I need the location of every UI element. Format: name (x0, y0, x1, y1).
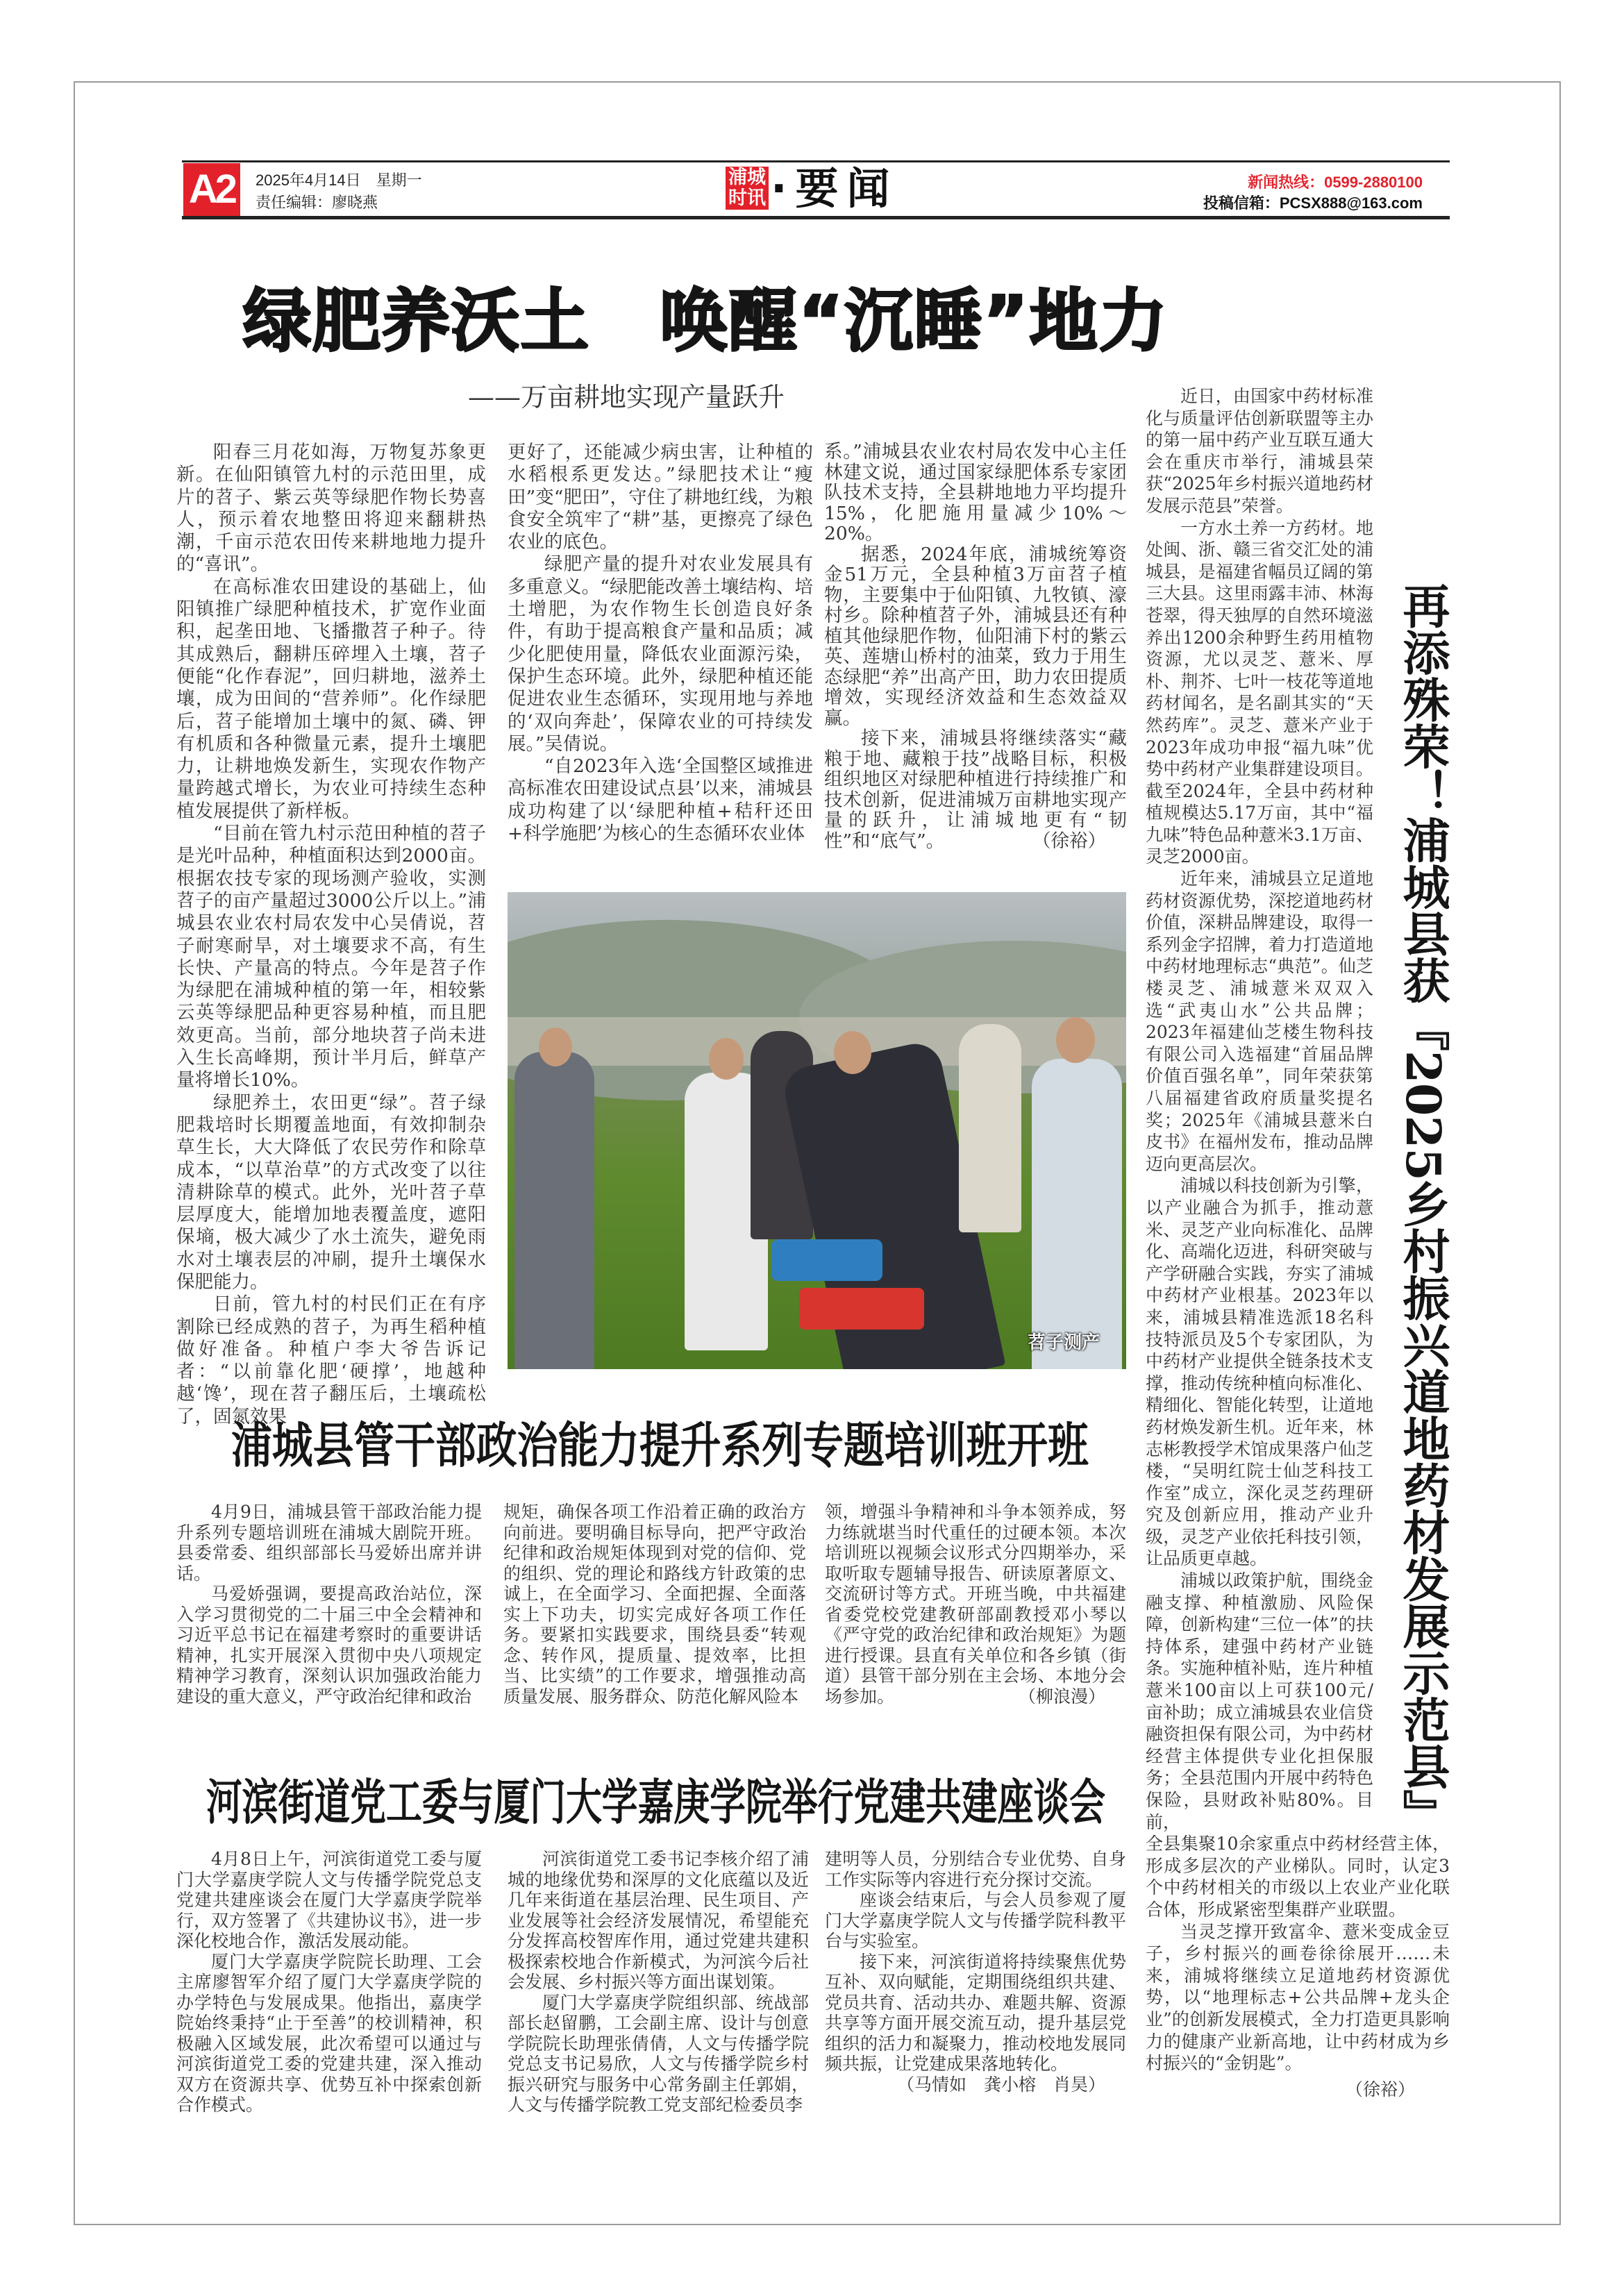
paragraph: 马爱娇强调，要提高政治站位，深入学习贯彻党的二十届三中全会精神和习近平总书记在福建考察时的重要讲话精神，扎实开展深入贯彻中央八项规定精神学习教育，深刻认识加强政治能力建设的重大意义，严守政治纪律和政治 (176, 1584, 482, 1707)
article1-column-3 (824, 442, 1127, 851)
paper-logo: 浦城时讯 (726, 167, 769, 210)
paragraph: 座谈会结束后，与会人员参观了厦门大学嘉庚学院人文与传播学院科教平台与实验室。 (825, 1890, 1126, 1951)
article3-column-1 (176, 1849, 482, 2115)
photo-person (1032, 1059, 1122, 1369)
paragraph: 日前，管九村的村民们正在有序割除已经成熟的苕子，为再生稻种植做好准备。种植户李大爷告诉记者：“以前靠化肥‘硬撑’，地越种越‘馋’，现在苕子翻压后，土壤疏松了，固氮效果 (176, 1293, 486, 1427)
article1-column-1 (176, 442, 486, 1428)
photo-scale (771, 1239, 882, 1281)
news-hotline: 新闻热线：0599-2880100 (1248, 174, 1423, 191)
paragraph: 全县集聚10余家重点中药材经营主体，形成多层次的产业梯队。同时，认定3个中药材相关的市级以上农业产业化联合体，形成紧密型集群产业联盟。 (1146, 1834, 1450, 1920)
article3-column-3 (825, 1849, 1126, 2095)
paragraph: 厦门大学嘉庚学院院长助理、工会主席廖智军介绍了厦门大学嘉庚学院的办学特色与发展成果。他指出，嘉庚学院始终秉持“止于至善”的校训精神，积极融入区域发展，此次希望可以通过与河滨街道党工委的党建共建，深入推动双方在资源共享、优势互补中探索创新合作模式。 (176, 1951, 482, 2115)
photo-person-head (539, 1028, 572, 1066)
paragraph: 当灵芝撑开致富伞、薏米变成金豆子，乡村振兴的画卷徐徐展开……未来，浦城将继续立足道地药材资源优势，以“地理标志+公共品牌+龙头企业”的创新发展模式，全力打造更具影响力的健康产业新高地，让中药材成为乡村振兴的“金钥匙”。 (1146, 1921, 1450, 2074)
sidebar-narrow-text (1146, 385, 1373, 1833)
paragraph: 领，增强斗争精神和斗争本领养成，努力练就堪当时代重任的过硬本领。本次培训班以视频会议形式分四期举办，采取听取专题辅导报告、研读原著原文、交流研讨等方式。开班当晚，中共福建省委党校党建教研部副教授邓小琴以《严守党的政治纪律和政治规矩》为题进行授课。县直有关单位和各乡镇（街道）县管干部分别在主会场、本地分会场参加。 (825, 1502, 1126, 1707)
paragraph: 据悉，2024年底，浦城统筹资金51万元，全县种植3万亩苕子植物，主要集中于仙阳镇、九牧镇、濠村乡。除种植苕子外，浦城县还有种植其他绿肥作物，仙阳浦下村的紫云英、莲塘山桥村的油菜，致力于用生态绿肥“养”出高产田，助力农田提质增效，实现经济效益和生态效益双赢。 (824, 543, 1127, 729)
paragraph: 在高标准农田建设的基础上，仙阳镇推广绿肥种植技术，扩宽作业面积，起垄田地、飞播撒苕子种子。待其成熟后，翻耕压碎埋入土壤，苕子便能“化作春泥”，回归耕地，滋养土壤，成为田间的“营养师”。化作绿肥后，苕子能增加土壤中的氮、磷、钾有机质和各种微量元素，提升土壤肥力，让耕地焕发新生，实现农作物产量跨越式增长，为农业可持续生态种植发展提供了新样板。 (176, 576, 486, 822)
issue-date: 2025年4月14日 星期一 (256, 171, 422, 189)
paragraph: 系。”浦城县农业农村局农发中心主任林建文说，通过国家绿肥体系专家团队技术支持，全县耕地地力平均提升15%，化肥施用量减少10%～20%。 (824, 441, 1127, 544)
paragraph: 绿肥产量的提升对农业发展具有多重意义。“绿肥能改善土壤结构、培土增肥，为农作物生长创造良好条件，有助于提高粮食产量和品质；减少化肥使用量，降低农业面源污染，保护生态环境。此外，绿肥种植还能促进农业生态循环，实现用地与养地的‘双向奔赴’，保障农业的可持续发展。”吴倩说。 (508, 553, 813, 755)
byline: （徐裕） (1345, 2079, 1415, 2100)
paragraph: 近日，由国家中药材标准化与质量评估创新联盟等主办的第一届中药产业互联互通大会在重庆市举行，浦城县荣获“2025年乡村振兴道地药材发展示范县”荣誉。 (1146, 386, 1373, 516)
paragraph: 河滨街道党工委书记李核介绍了浦城的地缘优势和深厚的文化底蕴以及近几年来街道在基层治理、民生项目、产业发展等社会经济发展情况，希望能充分发挥高校智库作用，通过党建共建积极探索校地合作新模式，为河滨今后社会发展、乡村振兴等方面出谋划策。 (508, 1849, 809, 1992)
editor-credit: 责任编辑：廖晓燕 (256, 194, 378, 211)
paragraph: 阳春三月花如海，万物复苏象更新。在仙阳镇管九村的示范田里，成片的苕子、紫云英等绿肥作物长势喜人，预示着农地整田将迎来翻耕热潮，千亩示范农田传来耕地地力提升的“喜讯”。 (176, 442, 486, 576)
photo-person (959, 1024, 1021, 1232)
paragraph: 浦城以政策护航，围绕金融支撑、种植激励、风险保障，创新构建“三位一体”的扶持体系，建强中药材产业链条。实施种植补贴，连片种植薏米100亩以上可获100元/亩补助；成立浦城县农业信贷融资担保有限公司，为中药材经营主体提供专业化担保服务；全县范围内开展中药特色保险，县财政补贴80%。目前， (1146, 1570, 1373, 1832)
article1-headline: 绿肥养沃土 唤醒“沉睡”地力 (243, 282, 1169, 361)
paragraph: 近年来，浦城县立足道地药材资源优势，深挖道地药材价值，深耕品牌建设，取得一系列金字招牌，着力打造道地中药材地理标志“典范”。仙芝楼灵芝、浦城薏米双双入选“武夷山水”公共品牌；2023年福建仙芝楼生物科技有限公司入选福建“首届品牌价值百强名单”，同年荣获第八届福建省政府质量奖提名奖；2025年《浦城县薏米白皮书》在福州发布，推动品牌迈向更高层次。 (1146, 869, 1373, 1174)
paragraph: 建明等人员，分别结合专业优势、自身工作实际等内容进行充分探讨交流。 (825, 1849, 1126, 1890)
photo-basket (799, 1288, 924, 1330)
paragraph: 一方水土养一方药材。地处闽、浙、赣三省交汇处的浦城县，是福建省幅员辽阔的第三大县。这里雨露丰沛、林海苍翠，得天独厚的自然环境滋养出1200余种野生药用植物资源，尤以灵芝、薏米、厚朴、荆芥、七叶一枝花等道地药材闻名，是名副其实的“天然药库”。灵芝、薏米产业于2023年成功申报“福九味”优势中药材产业集群建设项目。截至2024年，全县中药材种植规模达5.17万亩，其中“福九味”特色品种薏米3.1万亩、灵芝2000亩。 (1146, 517, 1373, 867)
paragraph: 接下来，浦城县将继续落实“藏粮于地、藏粮于技”战略目标，积极组织地区对绿肥种植进行持续推广和技术创新，促进浦城万亩耕地实现产量的跃升，让浦城地更有“韧性”和“底气”。 (824, 728, 1127, 852)
paragraph: “目前在管九村示范田种植的苕子是光叶品种，种植面积达到2000亩。根据农技专家的现场测产验收，实测苕子的亩产量超过3000公斤以上。”浦城县农业农村局农发中心吴倩说，苕子耐寒耐旱，对土壤要求不高，有生长快、产量高的特点。今年是苕子作为绿肥在浦城种植的第一年，相较紫云英等绿肥品种更容易种植，而且肥效更高。当前，部分地块苕子尚未进入生长高峰期，预计半月后，鲜草产量将增长10%。 (176, 823, 486, 1091)
byline: （徐裕） (1032, 830, 1106, 852)
photo-person (514, 1052, 594, 1369)
field-photo (508, 892, 1126, 1369)
photo-person-head (834, 1031, 871, 1074)
paragraph: “自2023年入选‘全国整区域推进高标准农田建设试点县’以来，浦城县成功构建了以‘绿肥种植+秸秆还田+科学施肥’为核心的生态循环农业体 (508, 755, 813, 845)
sidebar-headline: 再添殊荣！浦城县获『2025乡村振兴道地药材发展示范县』 (1395, 582, 1450, 1837)
photo-person-head (1056, 1017, 1095, 1063)
article1-subtitle: ——万亩耕地实现产量跃升 (468, 382, 785, 412)
photo-village (508, 1017, 1126, 1066)
article3-column-2 (508, 1849, 809, 2115)
article1-column-2 (508, 442, 813, 845)
paragraph: 接下来，河滨街道将持续聚焦优势互补、双向赋能，定期围绕组织共建、党员共育、活动共办、难题共解、资源共享等方面开展交流互动，提升基层党组织的活力和凝聚力，推动校地发展同频共振，让党建成果落地转化。 (825, 1951, 1126, 2074)
paragraph: 规矩，确保各项工作沿着正确的政治方向前进。要明确目标导向，把严守政治纪律和政治规矩体现到对党的信仰、党的组织、党的理论和路线方针政策的忠诚上，在全面学习、全面把握、全面落实上下功夫，切实完成好各项工作任务。要紧扣实践要求，围绕县委“转观念、转作风，提质量、提效率，比担当、比实绩”的工作要求，增强推动高质量发展、服务群众、防范化解风险本 (503, 1502, 806, 1707)
article3-headline: 河滨街道党工委与厦门大学嘉庚学院举行党建共建座谈会 (206, 1773, 1105, 1831)
photo-person-head (709, 1038, 744, 1080)
article2-column-1 (176, 1502, 482, 1707)
photo-caption: 苕子测产 (1027, 1332, 1100, 1353)
paragraph: 4月9日，浦城县管干部政治能力提升系列专题培训班在浦城大剧院开班。县委常委、组织部部长马爱娇出席并讲话。 (176, 1502, 482, 1584)
paragraph: 4月8日上午，河滨街道党工委与厦门大学嘉庚学院人文与传播学院党总支党建共建座谈会在厦门大学嘉庚学院举行，双方签署了《共建协议书》，进一步深化校地合作，激活发展动能。 (176, 1849, 482, 1951)
paragraph: 厦门大学嘉庚学院组织部、统战部部长赵留鹏，工会副主席、设计与创意学院院长助理张倩倩，人文与传播学院党总支书记易欣，人文与传播学院乡村振兴研究与服务中心常务副主任郭娟，人文与传播学院教工党支部纪检委员李 (508, 1992, 809, 2115)
paragraph: 绿肥养土，农田更“绿”。苕子绿肥栽培时长期覆盖地面，有效抑制杂草生长，大大降低了农民劳作和除草成本，“以草治草”的方式改变了以往清耕除草的模式。此外，光叶苕子草层厚度大，能增加地表覆盖度，遮阳保墒，极大减少了水土流失，避免雨水对土壤表层的冲刷，提升土壤保水保肥能力。 (176, 1091, 486, 1293)
submission-email: 投稿信箱：PCSX888@163.com (1203, 194, 1423, 212)
byline: （马情如 龚小榕 肖昊） (896, 2074, 1105, 2095)
byline: （柳浪漫） (1018, 1686, 1105, 1707)
article2-headline: 浦城县管干部政治能力提升系列专题培训班开班 (231, 1416, 1089, 1474)
sidebar-wide-text (1146, 1833, 1450, 2100)
paragraph: 浦城以科技创新为引擎，以产业融合为抓手，推动薏米、灵芝产业向标准化、品牌化、高端化迈进，科研突破与产学研融合实践，夯实了浦城中药材产业根基。2023年以来，浦城县精准选派18名科技特派员及5个专家团队，为中药材产业提供全链条技术支撑，推动传统种植向标准化、精细化、智能化转型，让道地药材焕发新生机。近年来，林志彬教授学术馆成果落户仙芝楼，“吴明红院士仙芝科技工作室”成立，深化灵芝药理研究及创新应用，推动产业升级，灵芝产业依托科技引领，让品质更卓越。 (1146, 1175, 1373, 1569)
article2-column-2 (503, 1502, 806, 1707)
page-number: A2 (183, 163, 240, 216)
paragraph: 更好了，还能减少病虫害，让种植的水稻根系更发达。”绿肥技术让“瘦田”变“肥田”，守住了耕地红线，为粮食安全筑牢了“耕”基，更擦亮了绿色农业的底色。 (508, 442, 813, 553)
article2-column-3 (825, 1502, 1126, 1707)
sidebar-article (1146, 385, 1450, 2100)
header-bottom-rule (182, 216, 1450, 219)
section-title: ·要闻 (771, 163, 898, 214)
